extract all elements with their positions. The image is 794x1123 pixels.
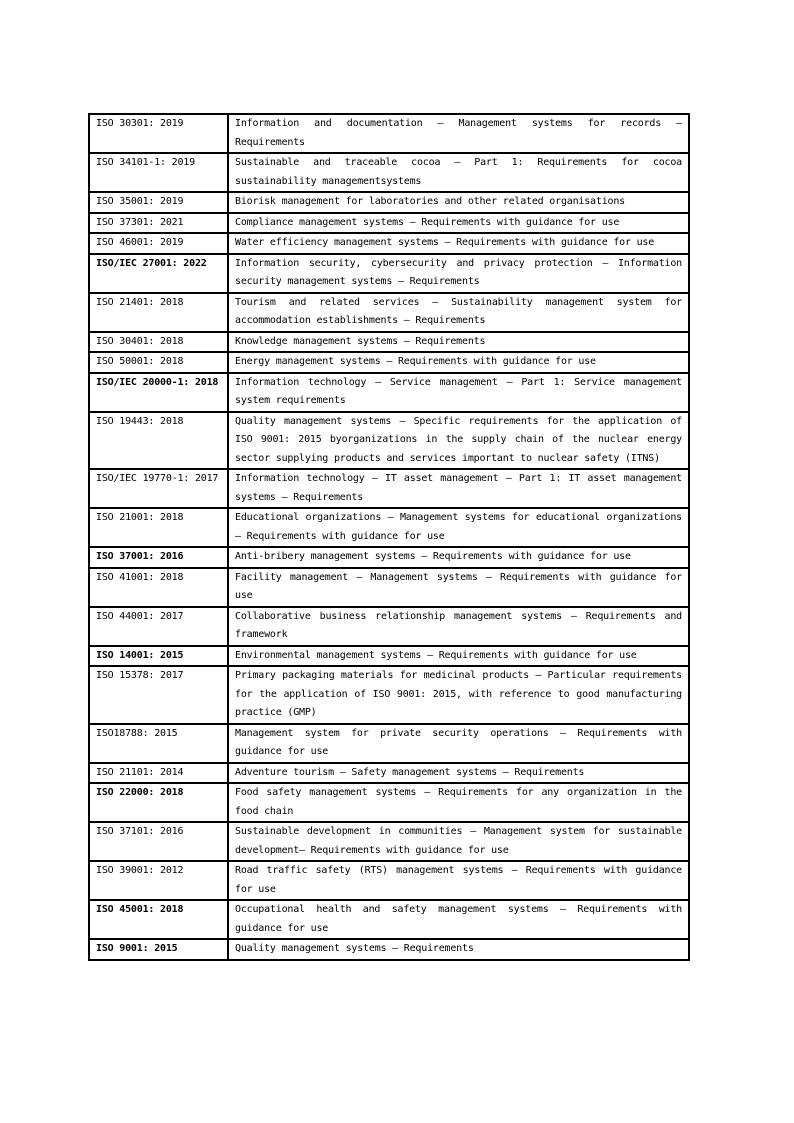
iso-code-cell: ISO 14001: 2015 <box>89 646 228 667</box>
iso-description-cell: Anti-bribery management systems — Requirements with guidance for use <box>228 547 689 568</box>
iso-code-cell: ISO 22000: 2018 <box>89 783 228 822</box>
table-row <box>89 724 689 763</box>
iso-description-cell: Energy management systems — Requirements with guidance for use <box>228 352 689 373</box>
iso-code-cell: ISO 39001: 2012 <box>89 861 228 900</box>
iso-description-cell: Road traffic safety (RTS) management systems — Requirements with guidance for use <box>228 861 689 900</box>
table-row <box>89 233 689 254</box>
iso-code-cell: ISO 19443: 2018 <box>89 412 228 470</box>
iso-description-cell: Management system for private security operations — Requirements with guidance for use <box>228 724 689 763</box>
iso-description-cell: Adventure tourism — Safety management systems — Requirements <box>228 763 689 784</box>
iso-code-cell: ISO 37001: 2016 <box>89 547 228 568</box>
table-row <box>89 900 689 939</box>
iso-code-cell: ISO/IEC 27001: 2022 <box>89 254 228 293</box>
iso-code-cell: ISO/IEC 20000-1: 2018 <box>89 373 228 412</box>
iso-description-cell: Sustainable and traceable cocoa — Part 1: Requirements for cocoa sustainability managementsystems <box>228 153 689 192</box>
iso-code-cell: ISO/IEC 19770-1: 2017 <box>89 469 228 508</box>
iso-description-cell: Food safety management systems — Requirements for any organization in the food chain <box>228 783 689 822</box>
iso-code-cell: ISO 46001: 2019 <box>89 233 228 254</box>
iso-code-cell: ISO 45001: 2018 <box>89 900 228 939</box>
iso-code-cell: ISO 9001: 2015 <box>89 939 228 960</box>
table-row <box>89 547 689 568</box>
table-row <box>89 352 689 373</box>
table-row <box>89 861 689 900</box>
table-row <box>89 254 689 293</box>
iso-table-body <box>89 114 689 960</box>
iso-description-cell: Occupational health and safety management systems — Requirements with guidance for use <box>228 900 689 939</box>
table-row <box>89 783 689 822</box>
table-row <box>89 412 689 470</box>
iso-description-cell: Facility management — Management systems — Requirements with guidance for use <box>228 568 689 607</box>
iso-code-cell: ISO 30301: 2019 <box>89 114 228 153</box>
iso-code-cell: ISO 15378: 2017 <box>89 666 228 724</box>
table-row <box>89 666 689 724</box>
iso-standards-table <box>88 113 690 961</box>
iso-description-cell: Primary packaging materials for medicinal products — Particular requirements for the application of ISO 9001: 2015, with reference to good manufacturing practice (GMP) <box>228 666 689 724</box>
iso-description-cell: Water efficiency management systems — Requirements with guidance for use <box>228 233 689 254</box>
table-row <box>89 213 689 234</box>
table-row <box>89 373 689 412</box>
table-row <box>89 939 689 960</box>
table-row <box>89 763 689 784</box>
iso-description-cell: Compliance management systems — Requirements with guidance for use <box>228 213 689 234</box>
iso-code-cell: ISO 37101: 2016 <box>89 822 228 861</box>
table-row <box>89 568 689 607</box>
iso-description-cell: Environmental management systems — Requirements with guidance for use <box>228 646 689 667</box>
iso-code-cell: ISO 21401: 2018 <box>89 293 228 332</box>
iso-code-cell: ISO 41001: 2018 <box>89 568 228 607</box>
iso-description-cell: Information technology — Service management — Part 1: Service management system requirements <box>228 373 689 412</box>
table-row <box>89 114 689 153</box>
iso-description-cell: Quality management systems — Specific requirements for the application of ISO 9001: 2015 byorganizations in the supply chain of the nuclear energy sector supplying products and services important to nuclear safety (ITNS) <box>228 412 689 470</box>
iso-code-cell: ISO 30401: 2018 <box>89 332 228 353</box>
table-row <box>89 332 689 353</box>
table-row <box>89 607 689 646</box>
table-row <box>89 822 689 861</box>
table-row <box>89 192 689 213</box>
iso-code-cell: ISO 34101-1: 2019 <box>89 153 228 192</box>
iso-description-cell: Collaborative business relationship management systems — Requirements and framework <box>228 607 689 646</box>
table-row <box>89 153 689 192</box>
table-row <box>89 646 689 667</box>
iso-description-cell: Information security, cybersecurity and privacy protection — Information security management systems — Requirements <box>228 254 689 293</box>
iso-description-cell: Sustainable development in communities — Management system for sustainable development— Requirements with guidance for use <box>228 822 689 861</box>
iso-code-cell: ISO 21001: 2018 <box>89 508 228 547</box>
iso-description-cell: Information and documentation — Management systems for records — Requirements <box>228 114 689 153</box>
iso-description-cell: Knowledge management systems — Requirements <box>228 332 689 353</box>
iso-description-cell: Educational organizations — Management systems for educational organizations — Requirements with guidance for use <box>228 508 689 547</box>
iso-description-cell: Information technology — IT asset management — Part 1: IT asset management systems — Requirements <box>228 469 689 508</box>
iso-description-cell: Tourism and related services — Sustainability management system for accommodation establishments — Requirements <box>228 293 689 332</box>
iso-code-cell: ISO 50001: 2018 <box>89 352 228 373</box>
iso-code-cell: ISO 37301: 2021 <box>89 213 228 234</box>
iso-code-cell: ISO 44001: 2017 <box>89 607 228 646</box>
table-row <box>89 469 689 508</box>
table-row <box>89 508 689 547</box>
iso-code-cell: ISO 21101: 2014 <box>89 763 228 784</box>
table-row <box>89 293 689 332</box>
iso-description-cell: Quality management systems — Requirements <box>228 939 689 960</box>
iso-code-cell: ISO18788: 2015 <box>89 724 228 763</box>
iso-description-cell: Biorisk management for laboratories and other related organisations <box>228 192 689 213</box>
iso-code-cell: ISO 35001: 2019 <box>89 192 228 213</box>
